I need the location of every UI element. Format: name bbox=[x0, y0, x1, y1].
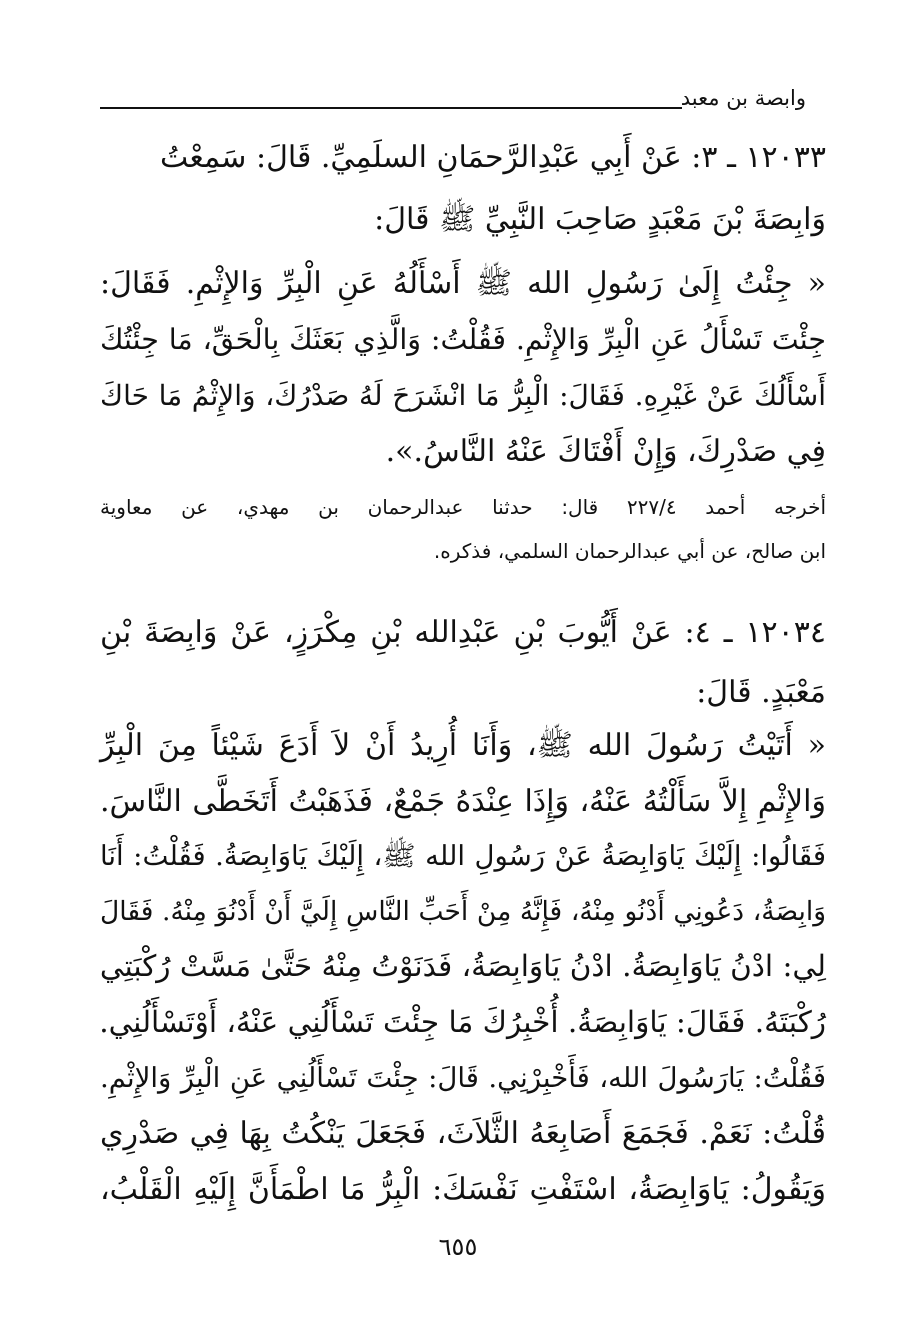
hadith-12033-line-6: فِي صَدْرِكَ، وَإِنْ أَفْتَاكَ عَنْهُ النَّاسُ.». bbox=[385, 434, 826, 469]
hadith-12034-line-9: فَقُلْتُ: يَارَسُولَ الله، فَأَخْبِرْنِي. قَالَ: جِئْتَ تَسْأَلُنِي عَنِ الْبِرِّ وَالإِثْمِ. bbox=[100, 1062, 826, 1094]
takhrij-line-1: أخرجه أحمد ٢٢٧/٤ قال: حدثنا عبدالرحمان بن مهدي، عن معاوية bbox=[100, 495, 826, 519]
hadith-12033-line-2: وَابِصَةَ بْنَ مَعْبَدٍ صَاحِبَ النَّبِيِّ ﷺ قَالَ: bbox=[374, 202, 826, 237]
running-head-title: وابصة بن معبد bbox=[680, 86, 806, 110]
hadith-12034-line-3: « أَتَيْتُ رَسُولَ الله ﷺ، وَأَنَا أُرِيدُ أَنْ لاَ أَدَعَ شَيْئاً مِنَ الْبِرِّ bbox=[100, 728, 826, 763]
hadith-12034-line-2: مَعْبَدٍ. قَالَ: bbox=[696, 675, 826, 710]
takhrij-line-2: ابن صالح، عن أبي عبدالرحمان السلمي، فذكره. bbox=[433, 539, 826, 563]
hadith-12034-line-7: لِي: ادْنُ يَاوَابِصَةُ. ادْنُ يَاوَابِصَةُ، فَدَنَوْتُ مِنْهُ حَتَّىٰ مَسَّتْ رُكْبَتِي bbox=[99, 949, 826, 983]
hadith-12033-line-3: « جِئْتُ إِلَىٰ رَسُولِ الله ﷺ أَسْأَلُهُ عَنِ الْبِرِّ وَالإِثْمِ. فَقَالَ: bbox=[100, 266, 826, 301]
header-rule bbox=[100, 107, 682, 109]
hadith-12034-line-5: فَقَالُوا: إِلَيْكَ يَاوَابِصَةُ عَنْ رَسُولِ الله ﷺ، إِلَيْكَ يَاوَابِصَةُ. فَقُلْتُ: أَنَا bbox=[100, 840, 826, 872]
hadith-12034-line-11: وَيَقُولُ: يَاوَابِصَةُ، اسْتَفْتِ نَفْسَكَ: الْبِرُّ مَا اطْمَأَنَّ إِلَيْهِ الْقَلْبُ، bbox=[100, 1172, 826, 1207]
page-number: ٦٥٥ bbox=[438, 1233, 478, 1261]
hadith-12033-line-1: ١٢٠٣٣ ـ ٣: عَنْ أَبِي عَبْدِالرَّحمَانِ السلَمِيِّ. قَالَ: سَمِعْتُ bbox=[160, 140, 826, 175]
hadith-12034-line-10: قُلْتُ: نَعَمْ. فَجَمَعَ أَصَابِعَهُ الثَّلاَثَ، فَجَعَلَ يَنْكُتُ بِهَا فِي صَدْرِي bbox=[100, 1116, 826, 1151]
hadith-12034-line-4: وَالإِثْمِ إِلاَّ سَأَلْتُهُ عَنْهُ، وَإِذَا عِنْدَهُ جَمْعٌ، فَذَهَبْتُ أَتَخَطَّى النَّاسَ. bbox=[100, 784, 826, 819]
hadith-12033-line-4: جِئْتَ تَسْأَلُ عَنِ الْبِرِّ وَالإِثْمِ. فَقُلْتُ: وَالَّذِي بَعَثَكَ بِالْحَقِّ، مَا جِئْتُكَ bbox=[100, 323, 826, 356]
hadith-12034-line-8: رُكْبَتَهُ. فَقَالَ: يَاوَابِصَةُ. أُخْبِرُكَ مَا جِئْتَ تَسْأَلُنِي عَنْهُ، أَوْتَسْأَلُنِي. bbox=[99, 1005, 826, 1039]
hadith-12034-line-6: وَابِصَةُ، دَعُونِي أَدْنُو مِنْهُ، فَإِنَّهُ مِنْ أَحَبِّ النَّاسِ إِلَيَّ أَنْ أَدْنُوَ مِنْهُ. فَقَالَ bbox=[100, 896, 826, 927]
hadith-12033-line-5: أَسْأَلُكَ عَنْ غَيْرِهِ. فَقَالَ: الْبِرُّ مَا انْشَرَحَ لَهُ صَدْرُكَ، وَالإِثْمُ مَا حَاكَ bbox=[100, 379, 826, 412]
hadith-12034-line-1: ١٢٠٣٤ ـ ٤: عَنْ أَيُّوبَ بْنِ عَبْدِالله بْنِ مِكْرَزٍ، عَنْ وَابِصَةَ بْنِ bbox=[100, 615, 826, 650]
